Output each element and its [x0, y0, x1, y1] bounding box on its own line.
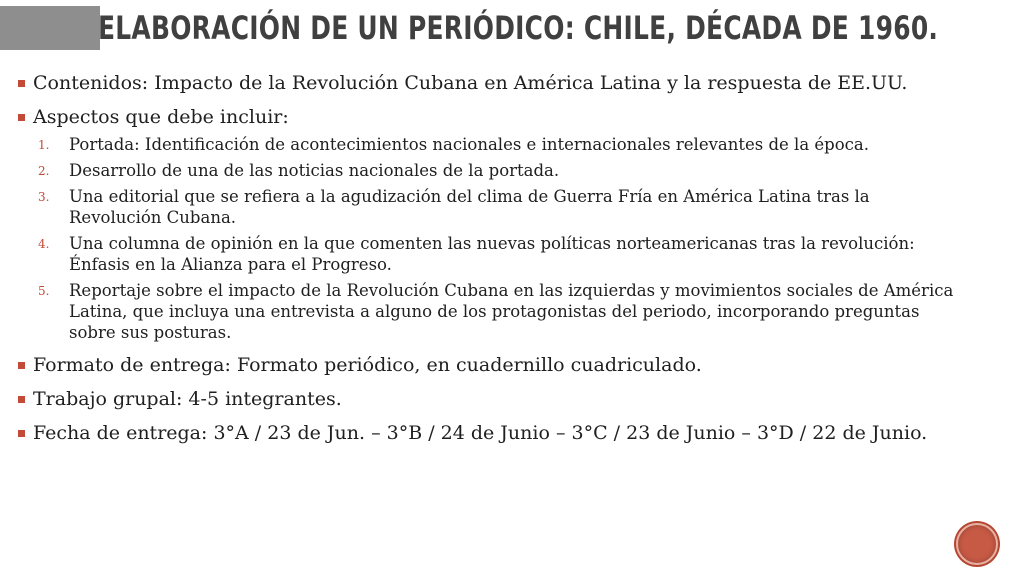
- square-bullet-icon: [18, 114, 25, 121]
- numbered-item: [33, 186, 958, 228]
- bullet-item-formato: [18, 354, 958, 377]
- title-accent-bar: [0, 6, 100, 50]
- numbered-item: [33, 160, 958, 181]
- item-text: Desarrollo de una de las noticias nacionales de la portada.: [69, 161, 560, 180]
- square-bullet-icon: [18, 80, 25, 87]
- item-text: Una editorial que se refiera a la agudización del clima de Guerra Fría en América Latina tras la Revolución Cubana.: [69, 187, 870, 227]
- bullet-list: [18, 72, 958, 445]
- slide-number-circle-icon: [956, 523, 998, 565]
- item-text: Una columna de opinión en la que comenten las nuevas políticas norteamericanas tras la revolución: Énfasis en la Alianza para el Progreso.: [69, 234, 915, 274]
- bullet-text: Fecha de entrega: 3°A / 23 de Jun. – 3°B / 24 de Junio – 3°C / 23 de Junio – 3°D / 22 de Junio.: [33, 422, 928, 444]
- item-number: 2.: [38, 164, 50, 178]
- slide-content: [18, 72, 958, 456]
- bullet-item-fecha: [18, 422, 958, 445]
- item-text: Reportaje sobre el impacto de la Revolución Cubana en las izquierdas y movimientos sociales de América Latina, que incluya una entrevista a alguno de los protagonistas del periodo, incorporando preguntas sobre sus posturas.: [69, 281, 954, 342]
- square-bullet-icon: [18, 396, 25, 403]
- bullet-text: Contenidos: Impacto de la Revolución Cubana en América Latina y la respuesta de EE.UU.: [33, 72, 908, 94]
- item-number: 4.: [38, 237, 50, 251]
- bullet-text: Aspectos que debe incluir:: [33, 106, 289, 128]
- numbered-item: [33, 233, 958, 275]
- numbered-item: [33, 134, 958, 155]
- item-text: Portada: Identificación de acontecimientos nacionales e internacionales relevantes de la época.: [69, 135, 869, 154]
- square-bullet-icon: [18, 362, 25, 369]
- numbered-list: [33, 134, 958, 343]
- numbered-item: [33, 280, 958, 343]
- item-number: 5.: [38, 284, 50, 298]
- slide-title: ELABORACIÓN DE UN PERIÓDICO: CHILE, DÉCADA DE 1960.: [98, 9, 939, 47]
- bullet-text: Trabajo grupal: 4-5 integrantes.: [33, 388, 342, 410]
- bullet-text: Formato de entrega: Formato periódico, en cuadernillo cuadriculado.: [33, 354, 702, 376]
- bullet-item-trabajo: [18, 388, 958, 411]
- square-bullet-icon: [18, 430, 25, 437]
- bullet-item-contenidos: [18, 72, 958, 95]
- item-number: 1.: [38, 138, 50, 152]
- item-number: 3.: [38, 190, 50, 204]
- bullet-item-aspectos: [18, 106, 958, 343]
